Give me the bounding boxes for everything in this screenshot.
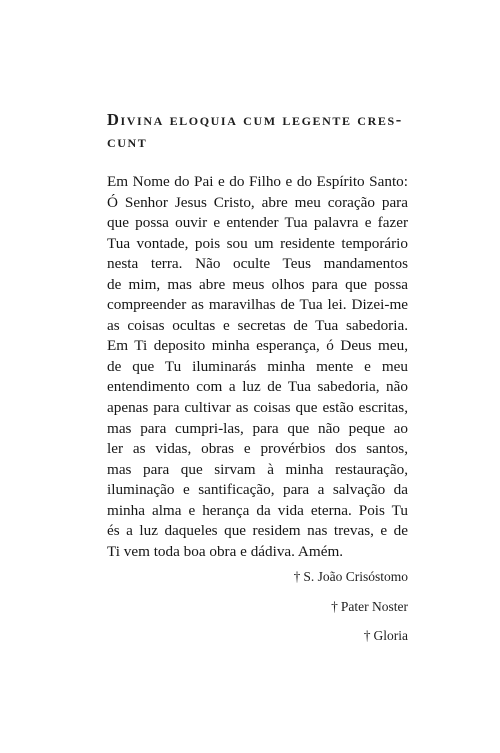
heading-line-1: Divina eloquia cum legente cres-: [107, 110, 403, 129]
prayer-line-final: Ti vem toda boa obra e dádiva. Amém.: [107, 542, 344, 560]
reference-label: Pater Noster: [340, 598, 408, 614]
reference-label: Gloria: [373, 628, 408, 643]
prayer-line: és a luz daqueles que residem nas trevas, e de: [107, 522, 408, 540]
prayer-line: que possa ouvir e entender Tua palavra e fazer: [107, 214, 408, 232]
prayer-line: Em Nome do Pai e do Filho e do Espírito Santo:: [107, 173, 408, 190]
prayer-line: Ó Senhor Jesus Cristo, abre meu coração para: [107, 193, 408, 211]
prayer-line: nesta terra. Não oculte Teus mandamentos: [107, 255, 408, 273]
prayer-text: [107, 172, 408, 562]
dagger-icon: †: [331, 598, 338, 614]
section-heading: [107, 109, 407, 153]
prayer-line: minha alma e herança da vida eterna. Pois Tu: [107, 501, 408, 519]
prayer-line: Em Ti deposito minha esperança, ó Deus meu,: [107, 337, 408, 355]
prayer-line: apenas para cultivar as coisas que estão escritas,: [107, 399, 408, 417]
dagger-icon: †: [293, 569, 301, 584]
prayer-line: de mim, mas abre meus olhos para que possa: [107, 275, 408, 293]
dagger-icon: †: [363, 628, 371, 643]
prayer-line: mas para cumpri-las, para que não peque ao: [107, 419, 408, 437]
prayer-line: entendimento com a luz de Tua sabedoria, não: [107, 378, 408, 396]
prayer-references: [294, 568, 408, 657]
prayer-line: compreender as maravilhas de Tua lei. Dizei-me: [107, 296, 408, 314]
prayer-line: as coisas ocultas e secretas de Tua sabedoria.: [107, 316, 408, 334]
prayer-line: mas para que sirvam à minha restauração,: [107, 460, 408, 478]
reference-label: S. João Crisóstomo: [303, 569, 408, 584]
prayer-line: ler as vidas, obras e provérbios dos santos,: [107, 440, 408, 458]
reference-item[interactable]: [294, 627, 408, 657]
reference-item[interactable]: [294, 598, 408, 628]
prayer-line: iluminação e santificação, para a salvação da: [107, 481, 408, 499]
prayer-line: de que Tu iluminarás minha mente e meu: [107, 357, 408, 375]
prayer-line: Tua vontade, pois sou um residente temporário: [107, 234, 408, 252]
heading-line-2: cunt: [107, 132, 148, 151]
reference-item[interactable]: [294, 568, 408, 598]
